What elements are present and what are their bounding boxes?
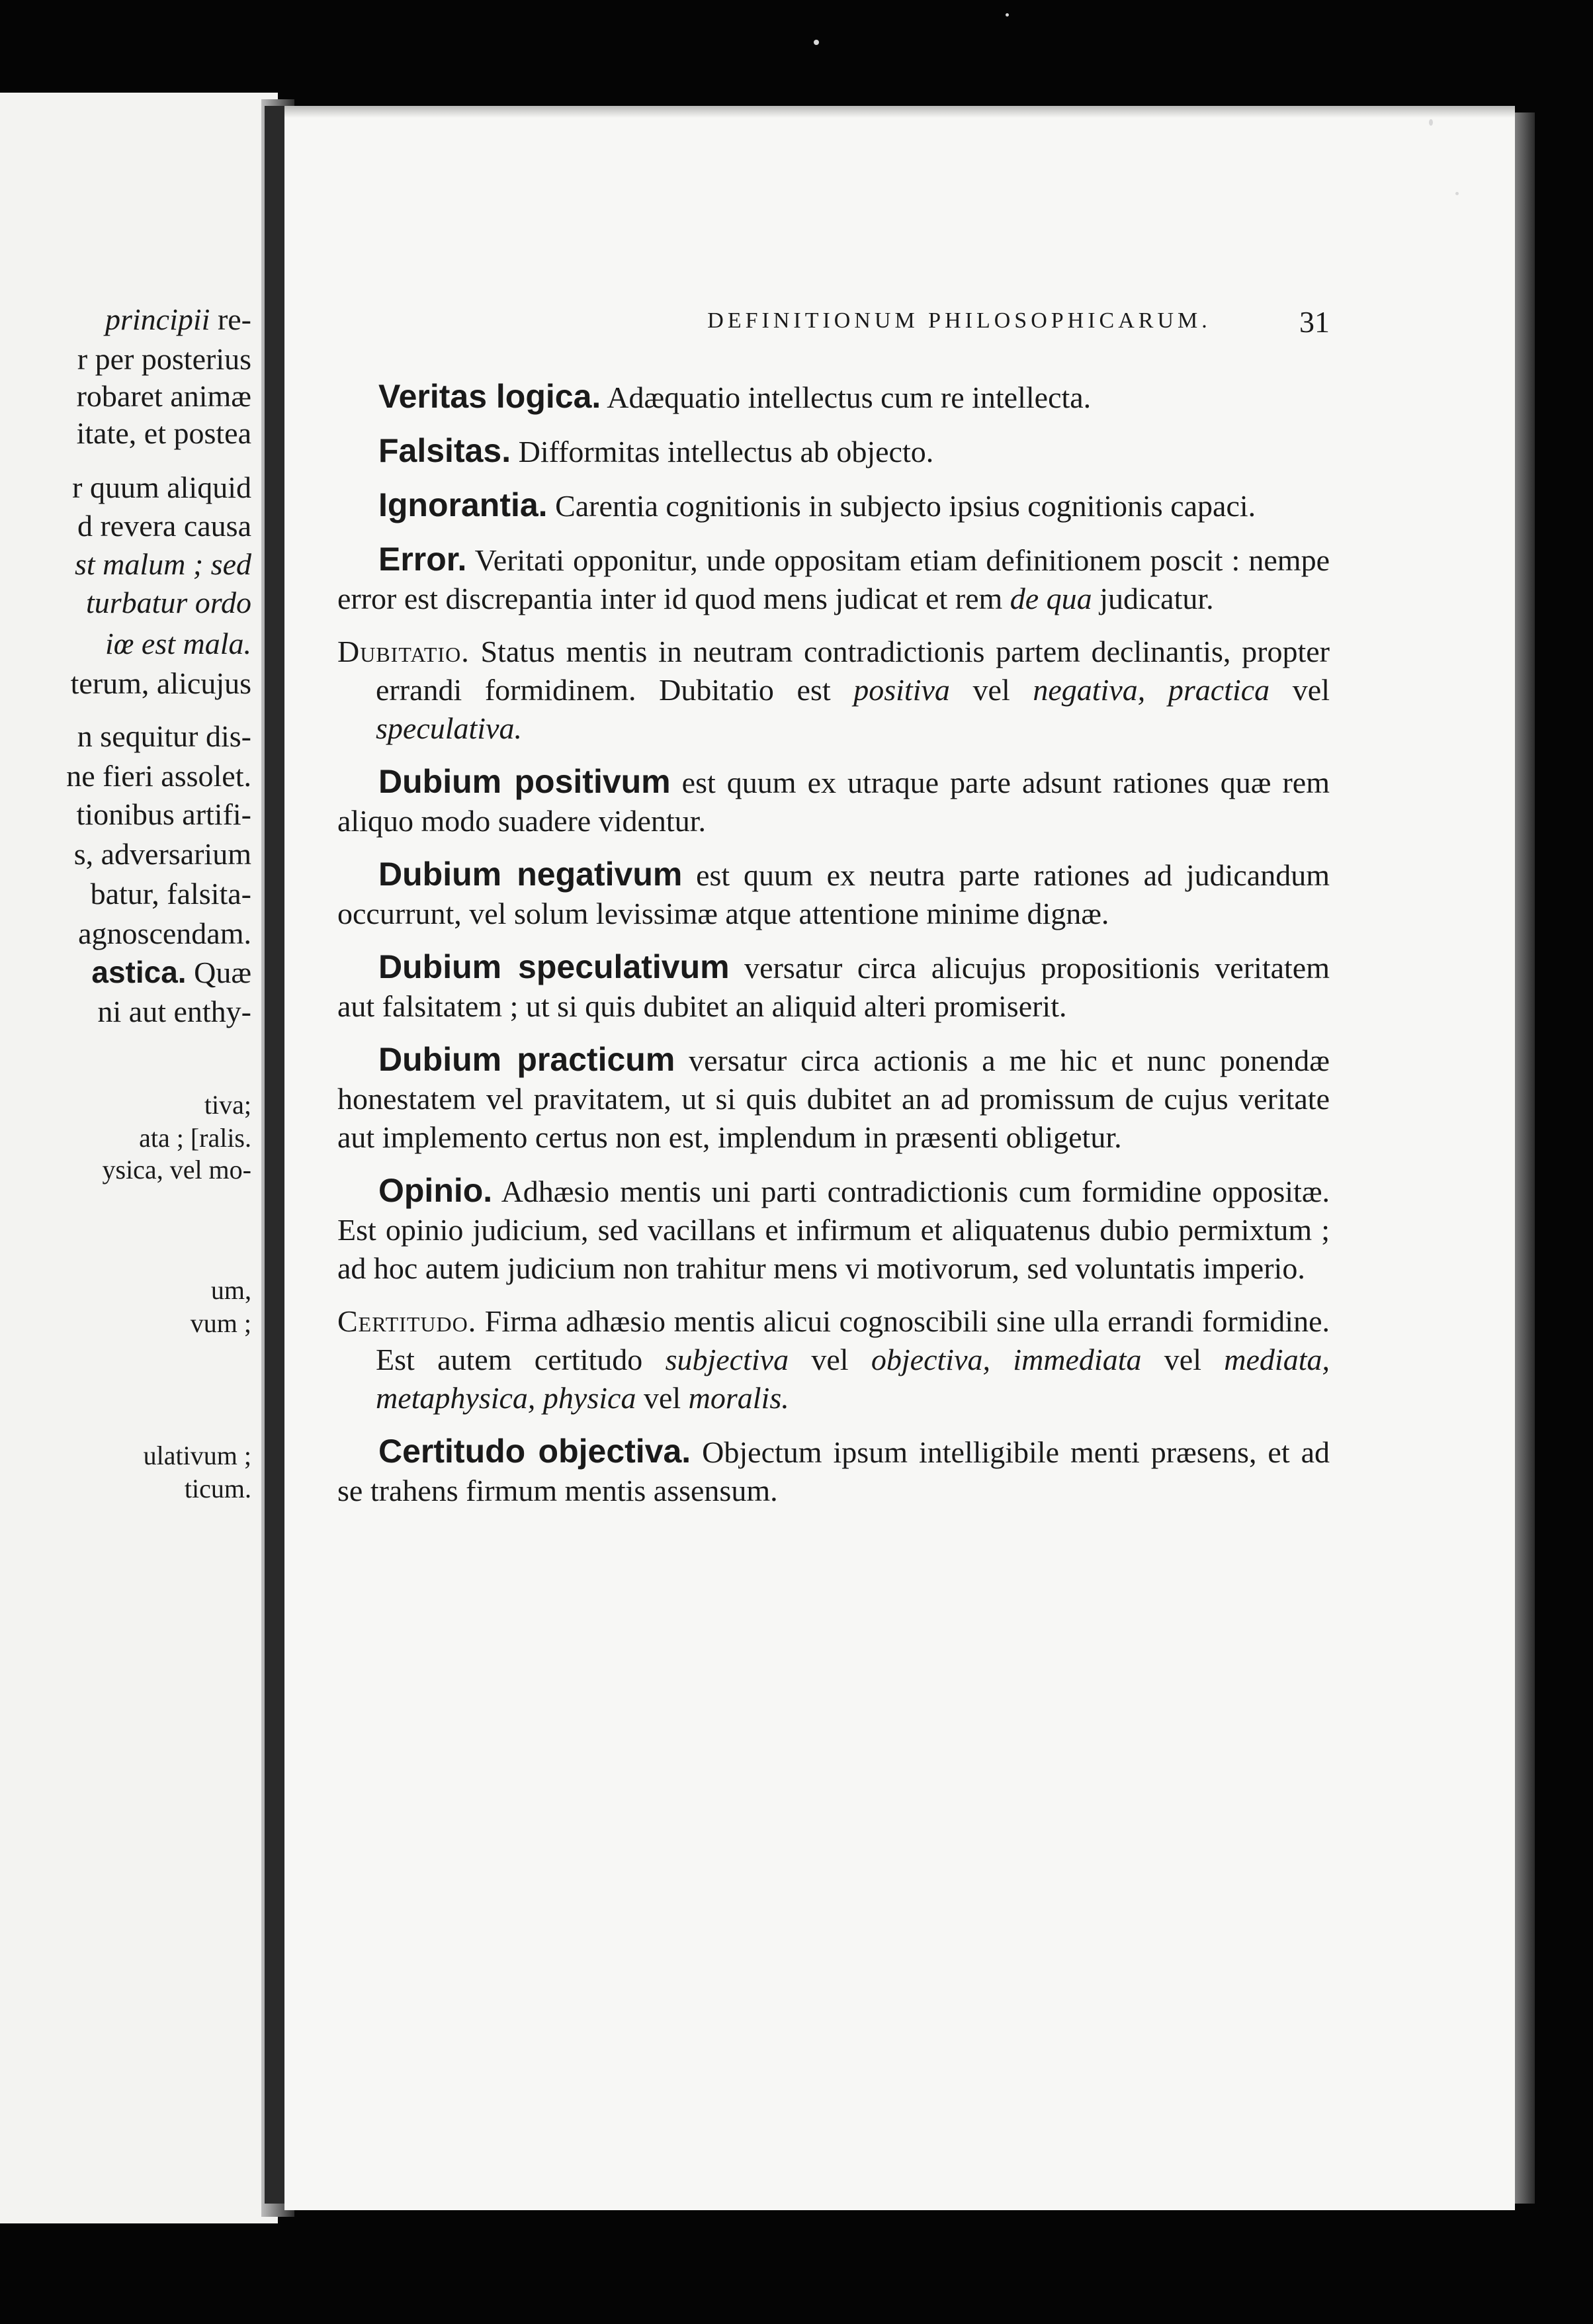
dust-speck	[814, 40, 819, 45]
definition-text: vel	[636, 1381, 689, 1415]
definition-text: Adhæsio mentis uni parti contradictionis cum formidine oppositæ. Est opinio judicium, sed vacillans et infirmum et aliquatenus dubio permixtum ; ad hoc autem judicium non trahitur mens vi motivorum, sed voluntatis imperio.	[337, 1175, 1330, 1285]
definition-entry	[337, 431, 1330, 471]
left-page-text: ysica, vel mo-	[102, 1155, 251, 1184]
dust-speck	[1455, 192, 1459, 195]
definition-term: Falsitas.	[378, 432, 511, 469]
definition-term: Dubium speculativum	[378, 948, 730, 985]
definition-text: vel	[949, 673, 1033, 707]
left-page-line	[77, 418, 251, 449]
definition-text: subjectiva	[665, 1343, 789, 1376]
left-page-line	[77, 799, 251, 830]
definition-term: Opinio.	[378, 1172, 493, 1209]
left-page-line	[77, 381, 251, 412]
left-page-line	[77, 344, 251, 375]
definition-text: versatur circa alicujus propositionis veritatem aut falsitatem ; ut si quis dubitet an aliquid alteri promiserit.	[337, 951, 1330, 1023]
left-page-line	[77, 511, 251, 541]
definition-term: Dubitatio.	[337, 635, 470, 668]
left-page-line	[91, 879, 251, 909]
left-page-text: terum, alicujus	[70, 666, 251, 700]
left-page-text: iœ est mala.	[105, 627, 251, 660]
left-page-line	[211, 1277, 251, 1304]
definition-term: Certitudo.	[337, 1304, 477, 1338]
definition-term: Veritas logica.	[378, 378, 601, 415]
left-page-line	[75, 549, 251, 580]
definition-text: Status mentis in neutram contradictionis partem declinantis, propter errandi formidinem. Dubitatio est	[376, 635, 1330, 707]
definition-text: Firma adhæsio mentis alicui cognoscibili sine ulla errandi formidine. Est autem certitudo	[376, 1304, 1330, 1376]
definition-text: vel	[1141, 1343, 1225, 1376]
left-page-text: tiva;	[204, 1090, 251, 1120]
left-page-line	[66, 761, 251, 791]
left-page-text: d revera causa	[77, 509, 251, 543]
definition-text: mediata, metaphysica, physica	[376, 1343, 1330, 1415]
left-page-text: r per posterius	[77, 342, 251, 376]
definition-entry	[337, 377, 1330, 417]
definition-entry	[337, 762, 1330, 840]
left-page-line	[71, 668, 251, 699]
left-page-text: ticum.	[184, 1474, 251, 1503]
definition-entry	[337, 1171, 1330, 1288]
definition-entry	[337, 948, 1330, 1026]
left-page-text: re-	[210, 302, 251, 336]
left-page-line	[105, 304, 251, 335]
definition-entry	[337, 855, 1330, 933]
left-page-text: batur, falsita-	[90, 877, 251, 911]
page-top-shadow	[284, 106, 1515, 118]
definition-text: versatur circa actionis a me hic et nunc ponendæ honestatem vel pravitatem, ut si quis dubitet an ad promissum de cujus veritate aut implemento certus non est, implendum in præsenti obligetur.	[337, 1044, 1330, 1154]
definition-term: Certitudo objectiva.	[378, 1433, 691, 1470]
definition-entry	[337, 1302, 1330, 1417]
book-spine	[265, 106, 284, 2204]
left-page-text: robaret animæ	[76, 379, 251, 413]
definition-text: Difformitas intellectus ab objecto.	[511, 435, 934, 469]
dust-speck	[1429, 119, 1433, 126]
left-page-line	[144, 1443, 251, 1469]
left-page-text: tionibus artifi-	[76, 797, 251, 831]
definition-entry	[337, 1432, 1330, 1510]
definitions-body	[337, 377, 1330, 1525]
left-page-text: vum ;	[190, 1308, 251, 1338]
left-page	[0, 93, 278, 2223]
definition-text: Veritati opponitur, unde oppositam etiam definitionem poscit : nempe error est discrepantia inter id quod mens judicat et rem	[337, 543, 1330, 615]
definition-term: Ignorantia.	[378, 486, 548, 523]
definition-text: positiva	[853, 673, 950, 707]
definition-text: objectiva, immediata	[871, 1343, 1142, 1376]
left-page-text: um,	[210, 1275, 251, 1305]
definition-text: est quum ex utraque parte adsunt rationes quæ rem aliquo modo suadere videntur.	[337, 766, 1330, 838]
left-page-text: astica.	[91, 955, 187, 989]
definition-text: speculativa.	[376, 711, 522, 745]
definition-entry	[337, 633, 1330, 748]
left-page-text: itate, et postea	[76, 416, 251, 450]
definition-text: moralis.	[688, 1381, 789, 1415]
left-page-text: agnoscendam.	[78, 916, 251, 950]
left-page-line	[74, 839, 251, 870]
left-page-text: r quum aliquid	[72, 470, 251, 504]
definition-term: Dubium negativum	[378, 856, 683, 893]
left-page-text: Quæ	[186, 956, 251, 989]
left-page-line	[91, 957, 251, 988]
right-page	[284, 106, 1515, 2210]
left-page-line	[103, 1157, 252, 1183]
definition-entry	[337, 486, 1330, 525]
definition-text: Objectum ipsum intelligibile menti præsens, et ad se trahens firmum mentis assensum.	[337, 1435, 1330, 1507]
definition-text: Carentia cognitionis in subjecto ipsius cognitionis capaci.	[547, 489, 1256, 523]
left-page-line	[185, 1476, 251, 1502]
definition-text: Adæquatio intellectus cum re intellecta.	[601, 380, 1092, 414]
left-page-line	[204, 1092, 251, 1118]
page-number: 31	[1299, 305, 1330, 339]
left-page-line	[78, 918, 251, 949]
left-page-line	[86, 588, 251, 618]
definition-entry	[337, 540, 1330, 618]
left-page-text: turbatur ordo	[85, 586, 251, 619]
left-page-text: ulativum ;	[143, 1441, 251, 1470]
left-page-line	[72, 472, 251, 503]
running-head: DEFINITIONUM PHILOSOPHICARUM.	[707, 308, 1211, 333]
definition-entry	[337, 1040, 1330, 1157]
left-page-text: s, adversarium	[73, 837, 251, 871]
left-page-line	[191, 1310, 251, 1337]
left-page-line	[98, 997, 252, 1027]
definition-term: Error.	[378, 541, 467, 578]
left-page-line	[139, 1125, 251, 1151]
left-page-text: principii	[105, 302, 210, 336]
definition-text: vel	[1270, 673, 1330, 707]
definition-text: vel	[789, 1343, 871, 1376]
definition-text: de qua	[1010, 582, 1092, 615]
left-page-text: st malum ; sed	[74, 547, 251, 581]
definition-text: negativa, practica	[1033, 673, 1270, 707]
left-page-line	[77, 721, 251, 752]
left-page-text: ata ; [ralis.	[139, 1123, 251, 1153]
definition-term: Dubium practicum	[378, 1041, 675, 1078]
definition-text: est quum ex neutra parte rationes ad judicandum occurrunt, vel solum levissimæ atque attentione minime dignæ.	[337, 858, 1330, 930]
dust-speck	[1006, 13, 1009, 17]
left-page-text: ne fieri assolet.	[66, 759, 251, 793]
definition-term: Dubium positivum	[378, 763, 671, 800]
left-page-text: n sequitur dis-	[77, 719, 251, 753]
definition-text: judicatur.	[1092, 582, 1214, 615]
left-page-line	[105, 629, 251, 659]
left-page-text: ni aut enthy-	[97, 995, 251, 1028]
